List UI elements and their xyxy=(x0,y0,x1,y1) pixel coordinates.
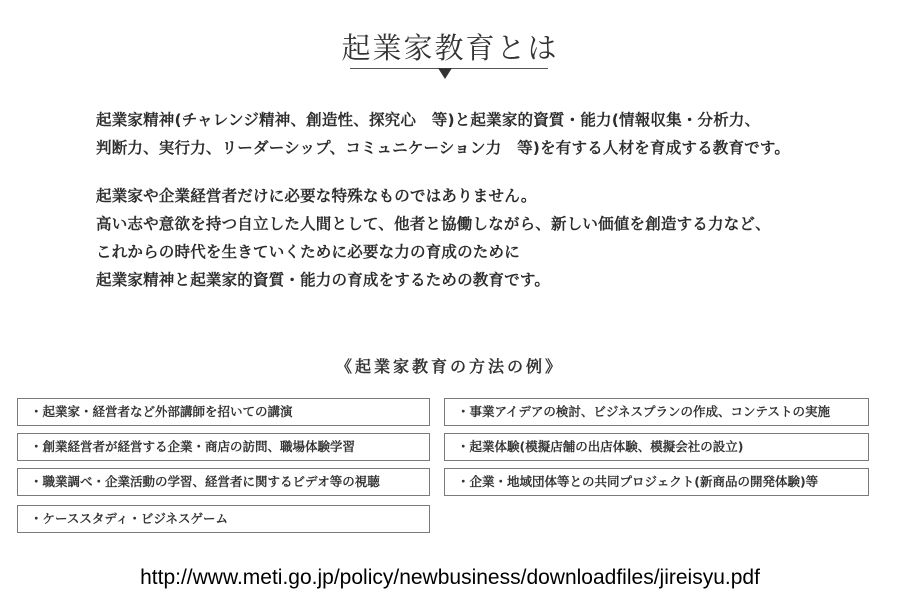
title-arrow-marker xyxy=(438,68,452,79)
method-box: ・起業家・経営者など外部講師を招いての講演 xyxy=(17,398,430,426)
method-box: ・企業・地域団体等との共同プロジェクト(新商品の開発体験)等 xyxy=(444,468,869,496)
explanation-paragraph xyxy=(96,182,771,294)
source-url: http://www.meti.go.jp/policy/newbusiness/downloadfiles/jireisyu.pdf xyxy=(140,566,760,589)
method-box: ・創業経営者が経営する企業・商店の訪問、職場体験学習 xyxy=(17,433,430,461)
text-line: 起業家精神(チャレンジ精神、創造性、探究心 等)と起業家的資質・能力(情報収集・分析力、 xyxy=(96,111,761,129)
text-line: 起業家精神と起業家的資質・能力の育成をするための教育です。 xyxy=(96,271,551,289)
text-line: 高い志や意欲を持つ自立した人間として、他者と協働しながら、新しい価値を創造する力など、 xyxy=(96,215,771,233)
method-box: ・ケーススタディ・ビジネスゲーム xyxy=(17,505,430,533)
method-box: ・職業調べ・企業活動の学習、経営者に関するビデオ等の視聴 xyxy=(17,468,430,496)
text-line: 判断力、実行力、リーダーシップ、コミュニケーション力 等)を有する人材を育成する教育です。 xyxy=(96,139,791,157)
definition-paragraph xyxy=(96,106,790,162)
method-box: ・起業体験(模擬店舗の出店体験、模擬会社の設立) xyxy=(444,433,869,461)
text-line: これからの時代を生きていくために必要な力の育成のために xyxy=(96,243,520,261)
method-box: ・事業アイデアの検討、ビジネスプランの作成、コンテストの実施 xyxy=(444,398,869,426)
methods-heading: 《起業家教育の方法の例》 xyxy=(335,357,564,376)
text-line: 起業家や企業経営者だけに必要な特殊なものではありません。 xyxy=(96,187,537,205)
page-title: 起業家教育とは xyxy=(341,31,559,65)
